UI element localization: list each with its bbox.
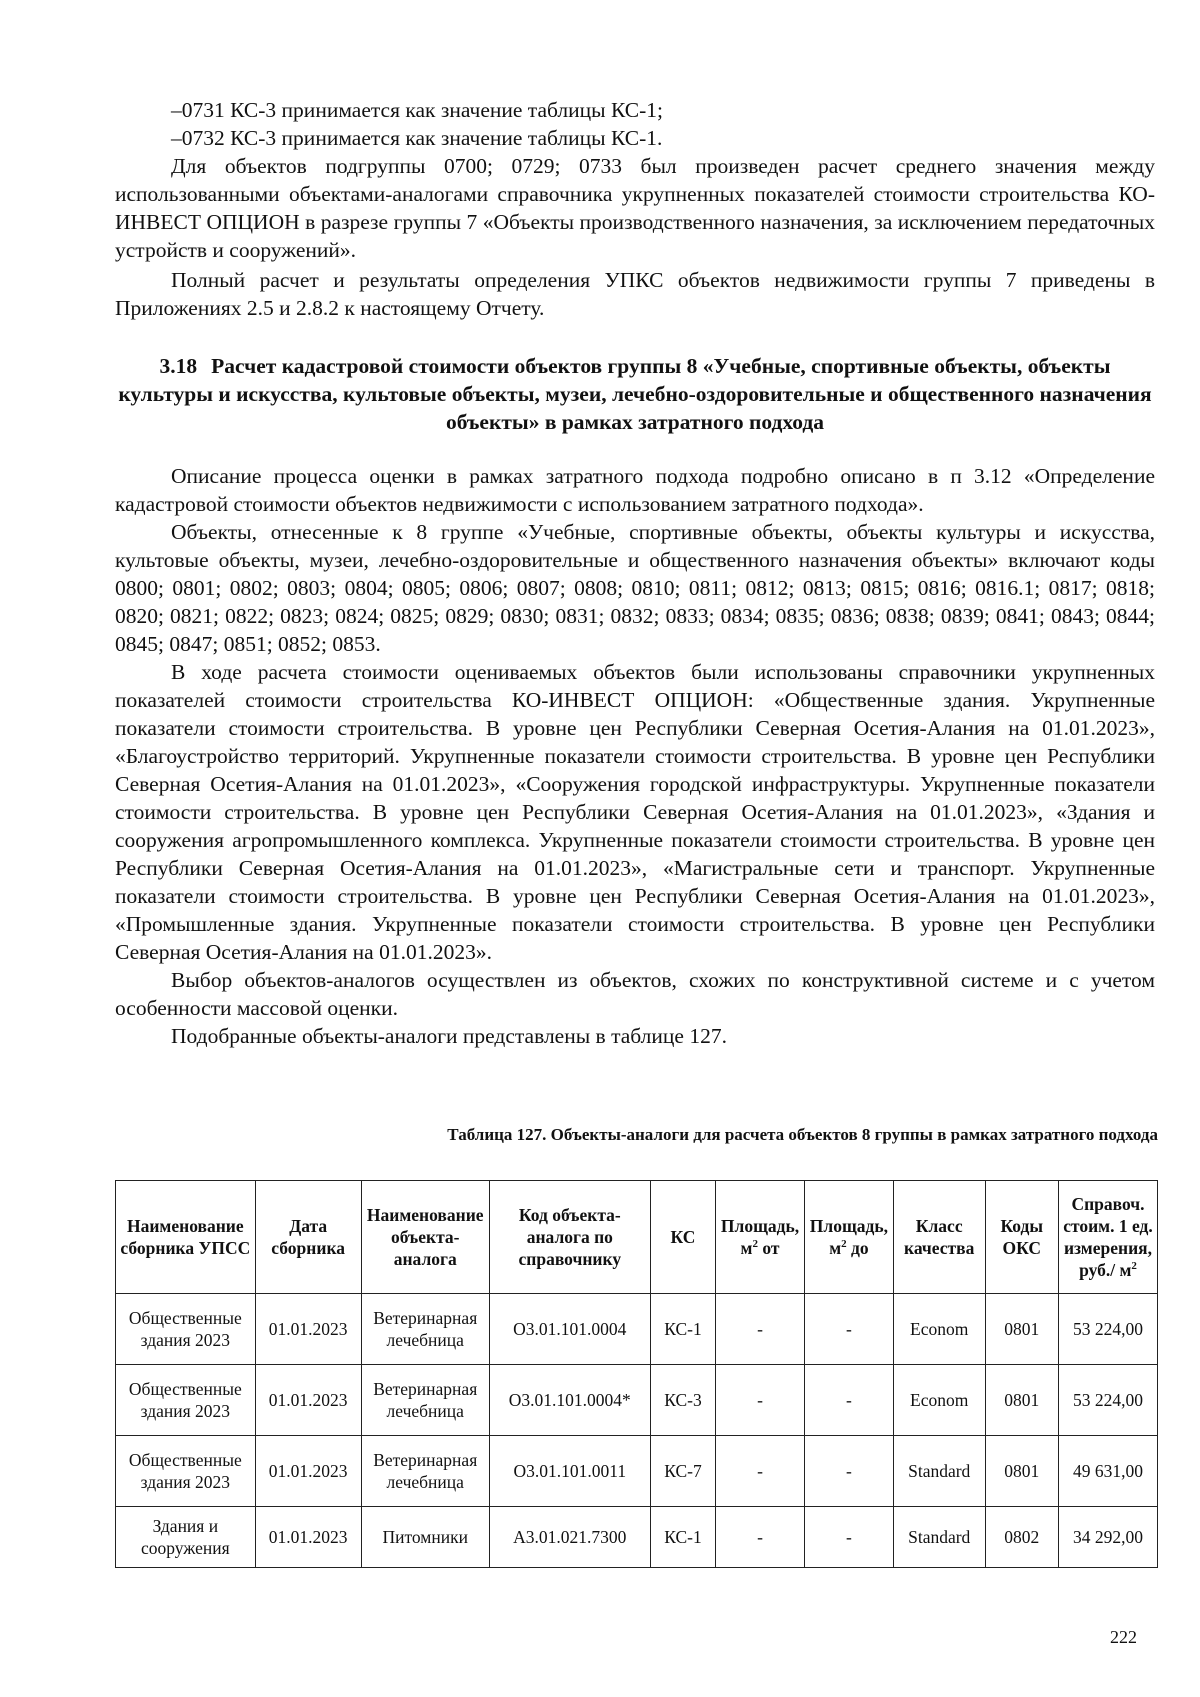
cell-cost: 53 224,00	[1058, 1365, 1157, 1436]
header-cost: Справоч. стоим. 1 ед. измерения, руб./ $м^2$	[1058, 1181, 1157, 1294]
cell-ks: КС-3	[650, 1365, 715, 1436]
paragraph: Описание процесса оценки в рамках затратного подхода подробно описано в п 3.12 «Определение кадастровой стоимости объектов недвижимости с использованием затратного подхода».	[115, 464, 1155, 516]
cell-object: Питомники	[361, 1507, 489, 1568]
cell-code: О3.01.101.0004*	[489, 1365, 650, 1436]
cell-object: Ветеринарная лечебница	[361, 1294, 489, 1365]
cell-date: 01.01.2023	[255, 1507, 361, 1568]
cell-oks: 0801	[985, 1365, 1058, 1436]
cell-oks: 0801	[985, 1436, 1058, 1507]
header-name: Наименование сборника УПСС	[116, 1181, 256, 1294]
cell-oks: 0801	[985, 1294, 1058, 1365]
paragraph: –0732 КС-3 принимается как значение таблицы КС-1.	[171, 126, 663, 150]
paragraph: Выбор объектов-аналогов осуществлен из объектов, схожих по конструктивной системе и с учетом особенности массовой оценки.	[115, 968, 1155, 1020]
header-object: Наименование объекта-аналога	[361, 1181, 489, 1294]
cell-quality: Standard	[893, 1436, 985, 1507]
analogs-table	[115, 1180, 1158, 1568]
header-code: Код объекта-аналога по справочнику	[489, 1181, 650, 1294]
cell-date: 01.01.2023	[255, 1436, 361, 1507]
paragraph: Подобранные объекты-аналоги представлены в таблице 127.	[171, 1024, 727, 1048]
cell-area-from: -	[716, 1507, 805, 1568]
table-header-row	[116, 1181, 1158, 1294]
paragraph: Объекты, отнесенные к 8 группе «Учебные, спортивные объекты, объекты культуры и искусства, культовые объекты, музеи, лечебно-оздоровительные и общественного назначения объекты» включают коды 0800; 0801; 0802; 0803; 0804; 0805; 0806; 0807; 0808; 0810; 0811; 0812; 0813; 0815; 0816; 0816.1; 0817; 0818; 0820; 0821; 0822; 0823; 0824; 0825; 0829; 0830; 0831; 0832; 0833; 0834; 0835; 0836; 0838; 0839; 0841; 0843; 0844; 0845; 0847; 0851; 0852; 0853.	[115, 520, 1155, 656]
paragraph: Для объектов подгруппы 0700; 0729; 0733 был произведен расчет среднего значения между использованными объектами-аналогами справочника укрупненных показателей стоимости строительства КО-ИНВЕСТ ОПЦИОН в разрезе группы 7 «Объекты производственного назначения, за исключением передаточных устройств и сооружений».	[115, 154, 1155, 262]
cell-area-to: -	[804, 1507, 893, 1568]
cell-quality: Econom	[893, 1365, 985, 1436]
cell-oks: 0802	[985, 1507, 1058, 1568]
cell-area-from: -	[716, 1294, 805, 1365]
cell-area-to: -	[804, 1365, 893, 1436]
paragraph: В ходе расчета стоимости оцениваемых объектов были использованы справочники укрупненных показателей стоимости строительства КО-ИНВЕСТ ОПЦИОН: «Общественные здания. Укрупненные показатели стоимости строительства. В уровне цен Республики Северная Осетия-Алания на 01.01.2023», «Благоустройство территорий. Укрупненные показатели стоимости строительства. В уровне цен Республики Северная Осетия-Алания на 01.01.2023», «Сооружения городской инфраструктуры. Укрупненные показатели стоимости строительства. В уровне цен Республики Северная Осетия-Алания на 01.01.2023», «Здания и сооружения агропромышленного комплекса. Укрупненные показатели стоимости строительства. В уровне цен Республики Северная Осетия-Алания на 01.01.2023», «Магистральные сети и транспорт. Укрупненные показатели стоимости строительства. В уровне цен Республики Северная Осетия-Алания на 01.01.2023», «Промышленные здания. Укрупненные показатели стоимости строительства. В уровне цен Республики Северная Осетия-Алания на 01.01.2023».	[115, 660, 1155, 964]
cell-object: Ветеринарная лечебница	[361, 1436, 489, 1507]
table-row	[116, 1294, 1158, 1365]
section-heading	[115, 352, 1155, 436]
cell-ks: КС-7	[650, 1436, 715, 1507]
cell-code: А3.01.021.7300	[489, 1507, 650, 1568]
table-row	[116, 1365, 1158, 1436]
cell-cost: 34 292,00	[1058, 1507, 1157, 1568]
cell-cost: 53 224,00	[1058, 1294, 1157, 1365]
section-title: Расчет кадастровой стоимости объектов группы 8 «Учебные, спортивные объекты, объекты культуры и искусства, культовые объекты, музеи, лечебно-оздоровительные и общественного назначения объекты» в рамках затратного подхода	[118, 354, 1152, 434]
header-quality: Класс качества	[893, 1181, 985, 1294]
cell-code: О3.01.101.0011	[489, 1436, 650, 1507]
cell-name: Общественные здания 2023	[116, 1436, 256, 1507]
cell-date: 01.01.2023	[255, 1365, 361, 1436]
header-date: Дата сборника	[255, 1181, 361, 1294]
cell-cost: 49 631,00	[1058, 1436, 1157, 1507]
cell-quality: Standard	[893, 1507, 985, 1568]
cell-object: Ветеринарная лечебница	[361, 1365, 489, 1436]
header-ks: КС	[650, 1181, 715, 1294]
cell-name: Общественные здания 2023	[116, 1294, 256, 1365]
cell-date: 01.01.2023	[255, 1294, 361, 1365]
cell-area-to: -	[804, 1294, 893, 1365]
cell-area-from: -	[716, 1365, 805, 1436]
cell-ks: КС-1	[650, 1507, 715, 1568]
cell-name: Общественные здания 2023	[116, 1365, 256, 1436]
cell-area-from: -	[716, 1436, 805, 1507]
cell-name: Здания и сооружения	[116, 1507, 256, 1568]
section-number: 3.18	[159, 354, 198, 378]
table-row	[116, 1507, 1158, 1568]
cell-ks: КС-1	[650, 1294, 715, 1365]
table-caption: Таблица 127. Объекты-аналоги для расчета объектов 8 группы в рамках затратного подхода	[447, 1125, 1158, 1144]
cell-code: О3.01.101.0004	[489, 1294, 650, 1365]
header-oks: Коды ОКС	[985, 1181, 1058, 1294]
paragraph: Полный расчет и результаты определения УПКС объектов недвижимости группы 7 приведены в Приложениях 2.5 и 2.8.2 к настоящему Отчету.	[115, 268, 1155, 320]
table-row	[116, 1436, 1158, 1507]
header-area-from: Площадь, $м^2$ от	[716, 1181, 805, 1294]
header-area-to: Площадь, $м^2$ до	[804, 1181, 893, 1294]
paragraph: –0731 КС-3 принимается как значение таблицы КС-1;	[171, 98, 663, 122]
page-number: 222	[1110, 1627, 1137, 1647]
cell-quality: Econom	[893, 1294, 985, 1365]
cell-area-to: -	[804, 1436, 893, 1507]
